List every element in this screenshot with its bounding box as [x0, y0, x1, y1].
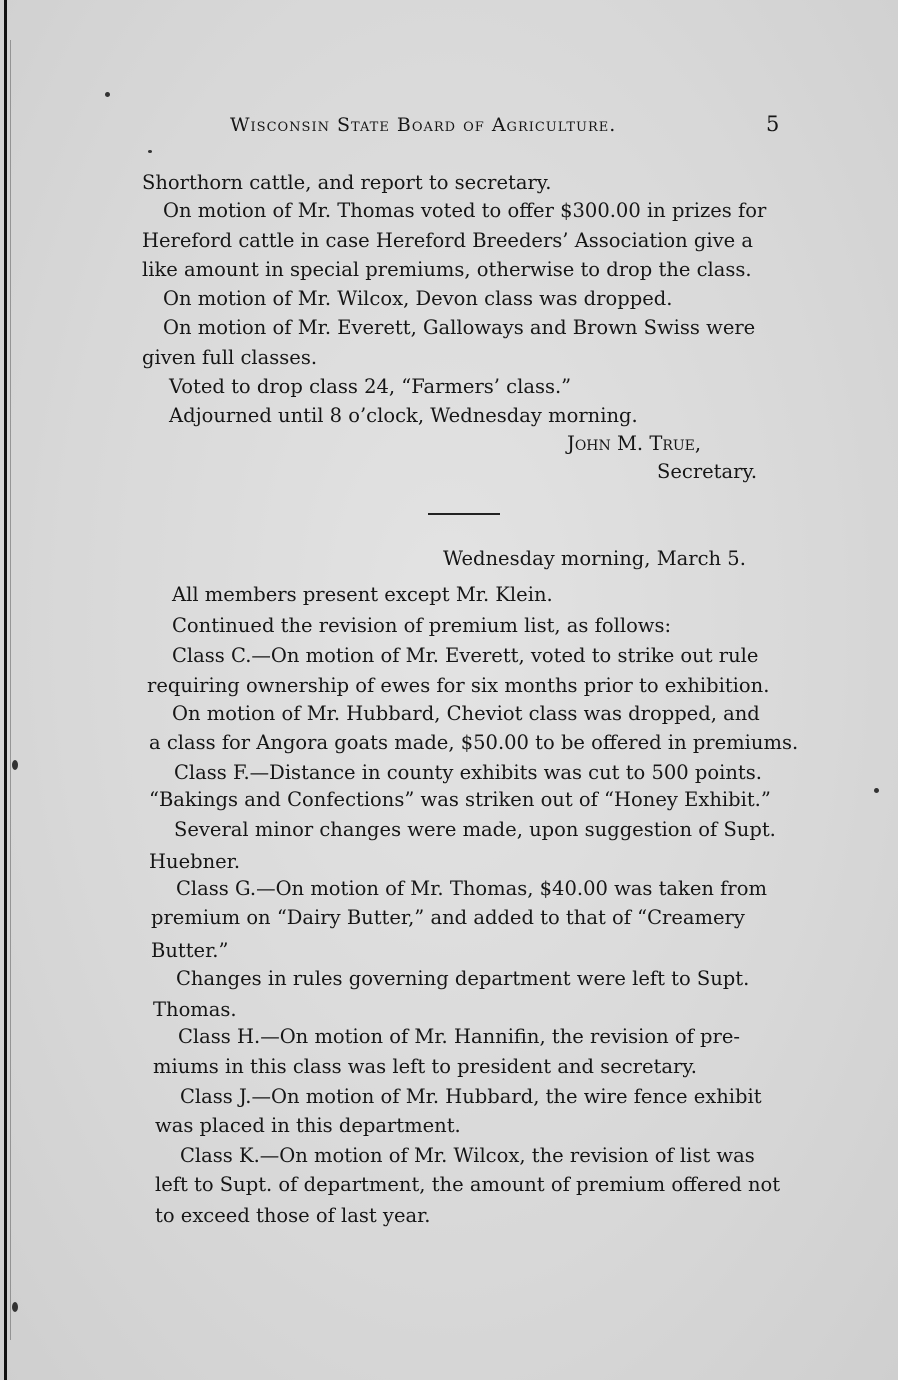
text-line: Changes in rules governing department were left to Supt.: [176, 967, 750, 990]
text-line: On motion of Mr. Thomas voted to offer $300.00 in prizes for: [163, 199, 767, 222]
text-line: On motion of Mr. Everett, Galloways and Brown Swiss were: [163, 316, 756, 339]
page-spine-edge: [4, 0, 7, 1380]
text-line: was placed in this department.: [155, 1114, 461, 1137]
ink-speck: [148, 150, 152, 153]
text-line: Huebner.: [149, 850, 241, 873]
text-line: Class F.—Distance in county exhibits was cut to 500 points.: [174, 761, 762, 784]
text-line: Class H.—On motion of Mr. Hannifin, the revision of pre-: [178, 1025, 740, 1048]
section-divider: [428, 513, 500, 515]
text-line: Class K.—On motion of Mr. Wilcox, the revision of list was: [180, 1144, 755, 1167]
text-line: miums in this class was left to president and secretary.: [153, 1055, 697, 1078]
text-line: Hereford cattle in case Hereford Breeders’ Association give a: [142, 229, 753, 252]
text-line: Class C.—On motion of Mr. Everett, voted to strike out rule: [172, 644, 759, 667]
text-line: Voted to drop class 24, “Farmers’ class.”: [169, 375, 572, 398]
page-number: 5: [766, 112, 780, 136]
signature-name: John M. True,: [567, 432, 702, 455]
text-line: Class J.—On motion of Mr. Hubbard, the wire fence exhibit: [180, 1085, 762, 1108]
text-line: requiring ownership of ewes for six months prior to exhibition.: [147, 674, 770, 697]
text-line: Butter.”: [151, 939, 229, 962]
ink-speck: [12, 760, 18, 770]
ink-speck: [12, 1302, 18, 1312]
text-line: left to Supt. of department, the amount of premium offered not: [155, 1173, 781, 1196]
running-header: Wisconsin State Board of Agriculture.: [230, 114, 617, 136]
ink-speck: [105, 92, 110, 97]
text-line: All members present except Mr. Klein.: [172, 583, 553, 606]
text-line: given full classes.: [142, 346, 318, 369]
text-line: Thomas.: [153, 998, 237, 1021]
text-line: to exceed those of last year.: [155, 1204, 431, 1227]
text-line: Shorthorn cattle, and report to secretary.: [142, 171, 552, 194]
text-line: premium on “Dairy Butter,” and added to that of “Creamery: [151, 906, 745, 929]
text-line: On motion of Mr. Wilcox, Devon class was dropped.: [163, 287, 673, 310]
text-line: “Bakings and Confections” was striken out of “Honey Exhibit.”: [149, 788, 771, 811]
ink-speck: [874, 788, 879, 793]
text-line: a class for Angora goats made, $50.00 to be offered in premiums.: [149, 731, 799, 754]
signature-title: Secretary.: [657, 460, 758, 483]
text-line: Adjourned until 8 o’clock, Wednesday morning.: [169, 404, 638, 427]
text-line: On motion of Mr. Hubbard, Cheviot class was dropped, and: [172, 702, 760, 725]
page-gutter-shadow: [10, 40, 11, 1340]
text-line: Several minor changes were made, upon suggestion of Supt.: [174, 818, 776, 841]
text-line: like amount in special premiums, otherwise to drop the class.: [142, 258, 752, 281]
dateline: Wednesday morning, March 5.: [443, 547, 746, 570]
text-line: Continued the revision of premium list, as follows:: [172, 614, 672, 637]
text-line: Class G.—On motion of Mr. Thomas, $40.00 was taken from: [176, 877, 767, 900]
